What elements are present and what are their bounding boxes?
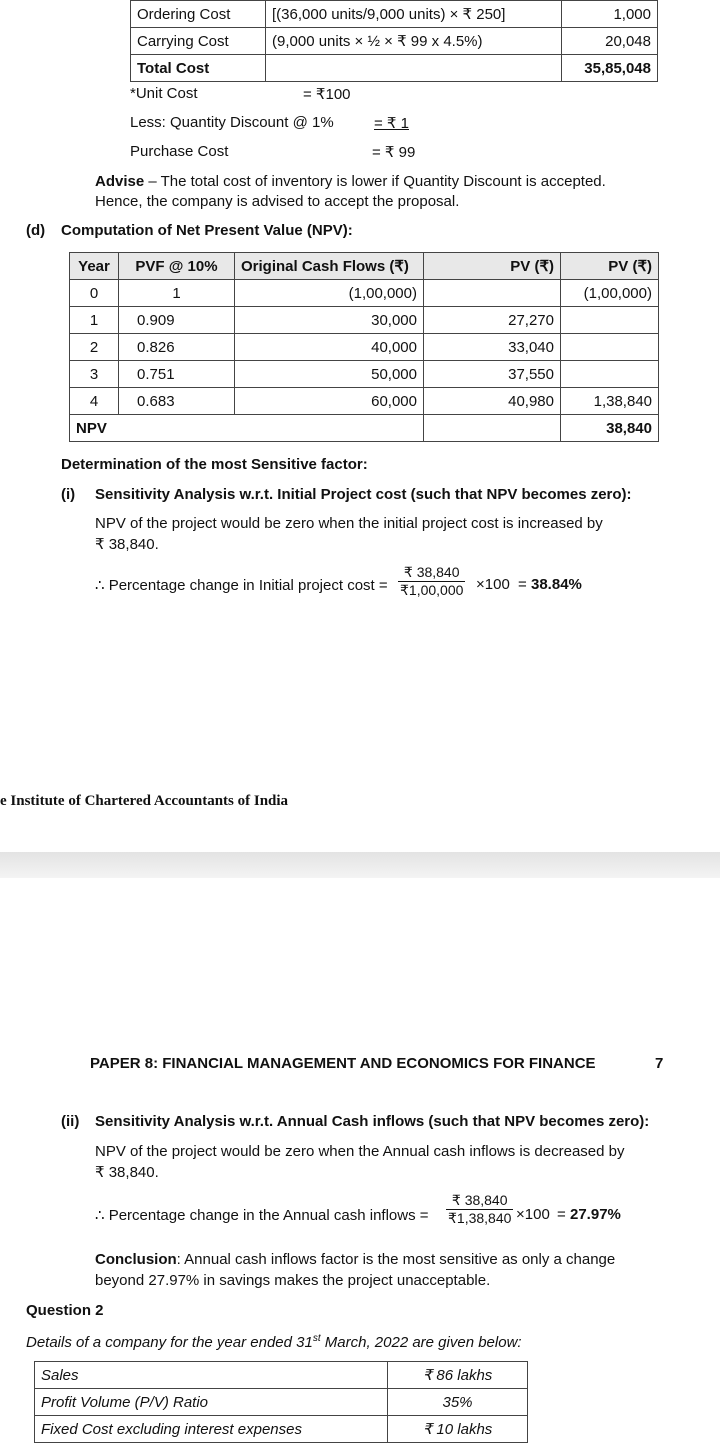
table-row [70,361,659,388]
unit-cost-label: *Unit Cost [130,85,198,102]
cell-cf: 40,000 [235,334,424,361]
question-2-title: Question 2 [26,1302,104,1319]
cell-pvf: 1 [119,280,235,307]
row-formula: [(36,000 units/9,000 units) × ₹ 250] [266,1,562,28]
cell-year: 0 [70,280,119,307]
table-row [35,1389,528,1416]
cell-label: Fixed Cost excluding interest expenses [35,1416,388,1443]
sensitivity-i-marker: (i) [61,486,76,503]
table-header-row [70,253,659,280]
cell-pvf: 0.683 [119,388,235,415]
cell-empty [424,415,561,442]
advise-line-1 [95,173,606,190]
unit-cost-value: = ₹100 [303,86,351,103]
cell-year: 1 [70,307,119,334]
purchase-cost-value: = ₹ 99 [372,144,416,161]
conclusion-text: : Annual cash inflows factor is the most sensitive as only a change [176,1251,616,1268]
cell-year: 2 [70,334,119,361]
table-row [70,280,659,307]
cell-pv: 37,550 [424,361,561,388]
row-formula: (9,000 units × ½ × ₹ 99 x 4.5%) [266,28,562,55]
advise-text: – The total cost of inventory is lower if Quantity Discount is accepted. [144,173,606,190]
sensitivity-i-formula-lead: ∴ Percentage change in Initial project cost = [95,577,388,594]
table-row [131,28,658,55]
sensitivity-i-result: 38.84% [531,576,582,593]
cell-pv-total [561,334,659,361]
cell-cf: 60,000 [235,388,424,415]
npv-total-row [70,415,659,442]
header-cash-flows: Original Cash Flows (₹) [235,253,424,280]
page-number: 7 [655,1055,664,1072]
cell-pv-total [561,361,659,388]
sensitivity-i-multiplier: ×100 [476,576,510,593]
table-row [131,1,658,28]
table-row [35,1362,528,1389]
cell-year: 3 [70,361,119,388]
cell-pvf: 0.909 [119,307,235,334]
npv-table [69,252,659,442]
intro-text-end: March, 2022 are given below: [320,1334,522,1351]
table-row [70,334,659,361]
table-row [70,307,659,334]
sensitivity-ii-equals: = [557,1206,566,1223]
cell-label: Profit Volume (P/V) Ratio [35,1389,388,1416]
header-year: Year [70,253,119,280]
fraction-denominator: ₹1,00,000 [400,582,464,598]
cell-pv [424,280,561,307]
conclusion-line-2: beyond 27.97% in savings makes the project unacceptable. [95,1272,491,1289]
row-value: 20,048 [562,28,658,55]
table-row [131,55,658,82]
sensitivity-ii-formula-lead: ∴ Percentage change in the Annual cash inflows = [95,1207,429,1224]
row-value: 35,85,048 [562,55,658,82]
cell-year: 4 [70,388,119,415]
advise-label: Advise [95,173,145,190]
sensitivity-i-fraction [398,564,465,599]
discount-label: Less: Quantity Discount @ 1% [130,114,334,131]
sensitivity-ii-fraction [446,1192,513,1227]
sensitivity-ii-multiplier: ×100 [516,1206,550,1223]
npv-value: 38,840 [561,415,659,442]
header-pvf: PVF @ 10% [119,253,235,280]
question-2-table [34,1361,528,1443]
header-pv: PV (₹) [424,253,561,280]
inventory-cost-table [130,0,658,82]
cell-label: Sales [35,1362,388,1389]
conclusion-line-1 [95,1251,615,1268]
npv-label: NPV [70,415,424,442]
row-formula [266,55,562,82]
table-row [35,1416,528,1443]
cell-pv-total [561,307,659,334]
table-row [70,388,659,415]
fraction-numerator: ₹ 38,840 [446,1192,513,1210]
cell-cf: 50,000 [235,361,424,388]
section-d-title: Computation of Net Present Value (NPV): [61,222,353,239]
cell-value: ₹ 10 lakhs [388,1416,528,1443]
cell-value: 35% [388,1389,528,1416]
cell-cf: 30,000 [235,307,424,334]
sensitivity-ii-line-2: ₹ 38,840. [95,1164,159,1181]
sensitivity-heading: Determination of the most Sensitive factor: [61,456,368,473]
cell-pvf: 0.826 [119,334,235,361]
sensitivity-i-line-1: NPV of the project would be zero when the initial project cost is increased by [95,515,603,532]
cell-pv-total: (1,00,000) [561,280,659,307]
sensitivity-ii-line-1: NPV of the project would be zero when the Annual cash inflows is decreased by [95,1143,625,1160]
discount-value: = ₹ 1 [374,115,409,132]
cell-cf: (1,00,000) [235,280,424,307]
sensitivity-ii-result: 27.97% [570,1206,621,1223]
fraction-numerator: ₹ 38,840 [398,564,465,582]
sensitivity-i-title: Sensitivity Analysis w.r.t. Initial Project cost (such that NPV becomes zero): [95,486,632,503]
fraction-denominator: ₹1,38,840 [448,1210,512,1226]
row-value: 1,000 [562,1,658,28]
sensitivity-ii-marker: (ii) [61,1113,80,1130]
row-label: Ordering Cost [131,1,266,28]
intro-superscript: st [312,1333,321,1344]
sensitivity-i-line-2: ₹ 38,840. [95,536,159,553]
intro-text: Details of a company for the year ended 31 [26,1334,313,1351]
cell-value: ₹ 86 lakhs [388,1362,528,1389]
header-pv-total: PV (₹) [561,253,659,280]
question-2-intro [26,1333,522,1351]
cell-pv: 27,270 [424,307,561,334]
cell-pv: 40,980 [424,388,561,415]
conclusion-label: Conclusion [95,1251,177,1268]
page-header-title: PAPER 8: FINANCIAL MANAGEMENT AND ECONOMICS FOR FINANCE [90,1055,596,1072]
page-separator [0,852,720,878]
row-label: Carrying Cost [131,28,266,55]
page-footer: e Institute of Chartered Accountants of India [0,793,289,809]
sensitivity-ii-title: Sensitivity Analysis w.r.t. Annual Cash inflows (such that NPV becomes zero): [95,1113,650,1130]
row-label: Total Cost [131,55,266,82]
advise-line-2: Hence, the company is advised to accept the proposal. [95,193,460,210]
section-d-marker: (d) [26,222,46,239]
sensitivity-i-equals: = [518,576,527,593]
cell-pv: 33,040 [424,334,561,361]
cell-pvf: 0.751 [119,361,235,388]
purchase-cost-label: Purchase Cost [130,143,229,160]
cell-pv-total: 1,38,840 [561,388,659,415]
